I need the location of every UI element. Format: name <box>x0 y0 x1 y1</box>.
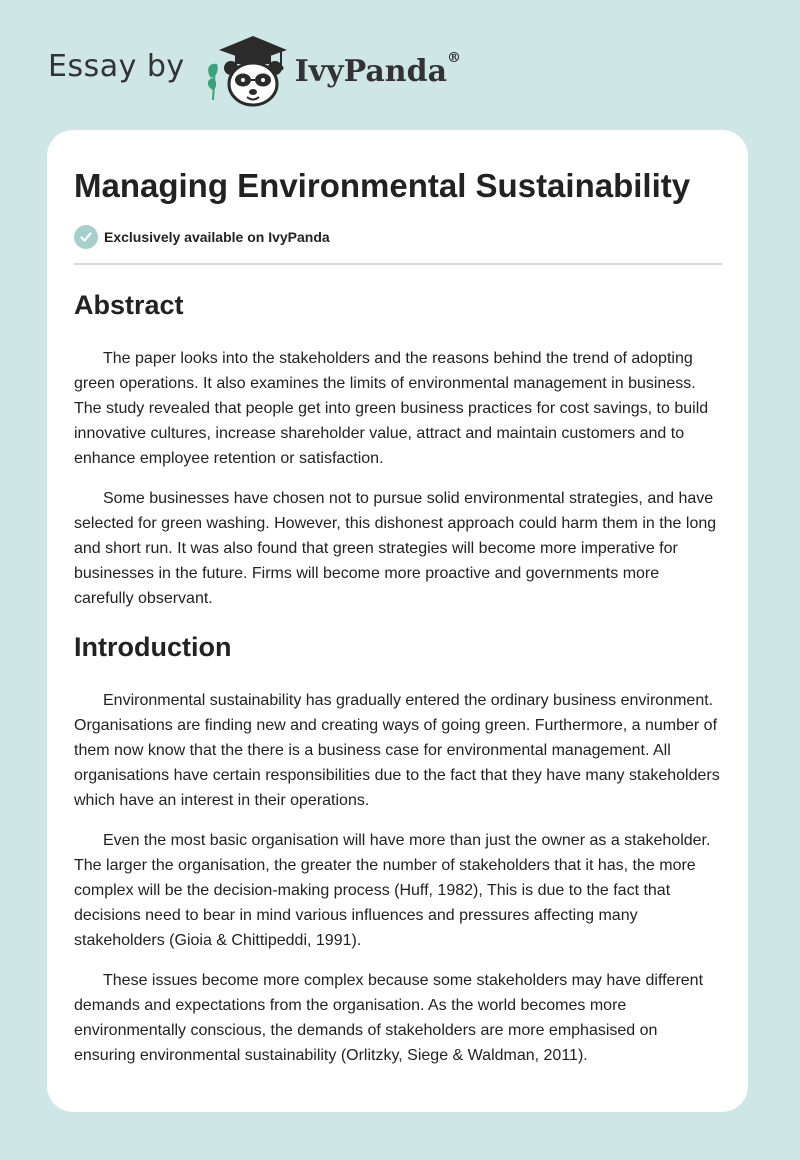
paragraph: These issues become more complex because some stakeholders may have different demands and expectations from the organisation. As the world becomes more environmentally conscious, the demands of stakeholders are more emphasised on ensuring environmental sustainability (Orlitzky, Siege & Waldman, 2011). <box>74 972 704 1064</box>
check-circle-icon <box>74 225 98 249</box>
exclusive-badge <box>74 224 722 250</box>
paragraph: Even the most basic organisation will have more than just the owner as a stakeholder. The larger the organisation, the greater the number of stakeholders that it has, the more complex will be the decision-making process (Huff, 1982), This is due to the fact that decisions need to bear in mind various influences and pressures affecting many stakeholders (Gioia & Chittipeddi, 1991). <box>74 832 711 949</box>
paragraph: Some businesses have chosen not to pursue solid environmental strategies, and have selected for green washing. However, this dishonest approach could harm them in the long and short run. It was also found that green strategies will become more imperative for businesses in the future. Firms will become more proactive and governments more carefully observant. <box>74 490 717 607</box>
registered-mark: ® <box>447 49 462 66</box>
section-introduction <box>74 629 722 1068</box>
brand-name[interactable] <box>294 49 462 89</box>
essay-card <box>47 130 748 1112</box>
essay-title: Managing Environmental Sustainability <box>74 167 691 204</box>
title-divider <box>74 263 722 265</box>
panda-graduate-icon[interactable] <box>201 30 291 110</box>
brand-prefix: Essay by <box>48 48 185 84</box>
badge-label: Exclusively available on IvyPanda <box>104 229 330 245</box>
brand-name-text: IvyPanda <box>294 53 448 89</box>
brand-header <box>48 30 568 110</box>
section-heading: Abstract <box>74 290 184 320</box>
section-abstract <box>74 287 722 611</box>
paragraph: Environmental sustainability has gradually entered the ordinary business environment. Organisations are finding new and creating ways of going green. Furthermore, a number of them now know that the there is a business case for environmental management. All organisations have certain responsibilities due to the fact that they have many stakeholders which have an interest in their operations. <box>74 692 720 809</box>
section-heading: Introduction <box>74 632 232 662</box>
check-mark-icon <box>79 230 93 244</box>
paragraph: The paper looks into the stakeholders and the reasons behind the trend of adopting green operations. It also examines the limits of environmental management in business. The study revealed that people get into green business practices for cost savings, to build innovative cultures, increase shareholder value, attract and maintain customers and to enhance employee retention or satisfaction. <box>74 350 709 467</box>
